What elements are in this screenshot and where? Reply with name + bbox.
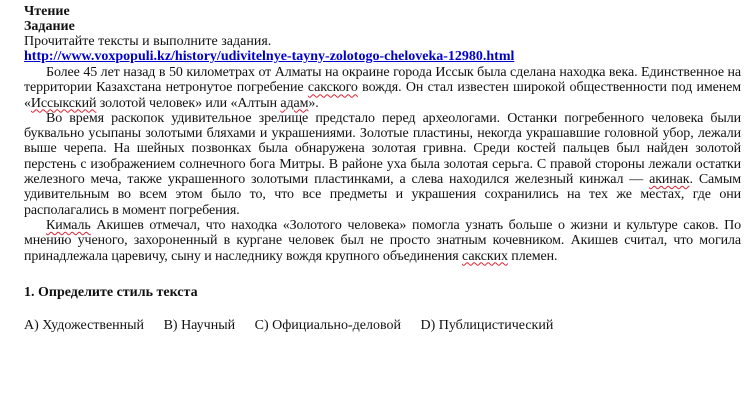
task-1-title: 1. Определите стиль текста [24,284,198,300]
text-run: племен. [507,248,558,264]
text-run: . Самым удивительным во всем этом было то, что все предметы и украшения сохранились на тех же местах, где они располагались в момент погребения. [24,172,741,218]
spellcheck-word: сакского [307,80,358,96]
paragraph-1 [24,65,741,111]
section-heading-task: Задание [24,19,75,34]
section-heading-reading: Чтение [24,4,70,19]
paragraph-2 [24,111,741,218]
text-run: Во время раскопок удивительное зрелище предстало перед археологами. Останки погребенного человека были буквально усыпаны золотыми бляхами и украшениями. Золотые пластины, некогда украшавшие головной убор, лежали выше черепа. На шейных позвонках была обнаружена золотая гривна. Среди костей пальцев был найден золотой перстень с изображением солнечного бога Митры. В районе уха была золотая серьга. С правой стороны лежали остатки железного меча, также украшенного золотыми пластинками, а слева находился железный кинжал — [24,110,741,188]
option-b: B) Научный [163,317,236,333]
option-d: D) Публицистический [420,317,554,333]
cropped-next-line [24,394,624,400]
source-link[interactable]: http://www.voxpopuli.kz/history/udivitelnye-tayny-zolotogo-cheloveka-12980.html [24,49,515,64]
paragraph-3 [24,218,741,264]
spellcheck-word: Иссыкский [30,95,97,111]
text-run: вождя. Он стал известен широкой общественности под именем « [24,80,741,111]
task-1-options [24,318,741,334]
text-run: золотой человек» или «Алтын [96,95,281,111]
instruction-text: Прочитайте тексты и выполните задания. [24,34,272,49]
text-run: Более 45 лет назад в 50 километрах от Алматы на окраине города Иссык была сделана находка века. Единственное на территории Казахстана нетронутое погребение [24,65,741,96]
spellcheck-word: Кималь [46,217,91,233]
option-c: C) Официально-деловой [254,317,401,333]
option-a: А) Художественный [24,317,145,333]
text-run: ». [308,95,319,111]
spellcheck-word: акинак [649,172,690,188]
text-run: Акишев отмечал, что находка «Золотого человека» помогла узнать больше о жизни и культуре саков. По мнению ученого, захороненный в кургане человек был не просто знатным кочевником. Акишев считал, что могила принадлежала царевичу, сыну и наследнику вождя крупного объединения [24,217,741,264]
spellcheck-word: адам [280,95,309,111]
spellcheck-word: сакских [462,248,508,264]
